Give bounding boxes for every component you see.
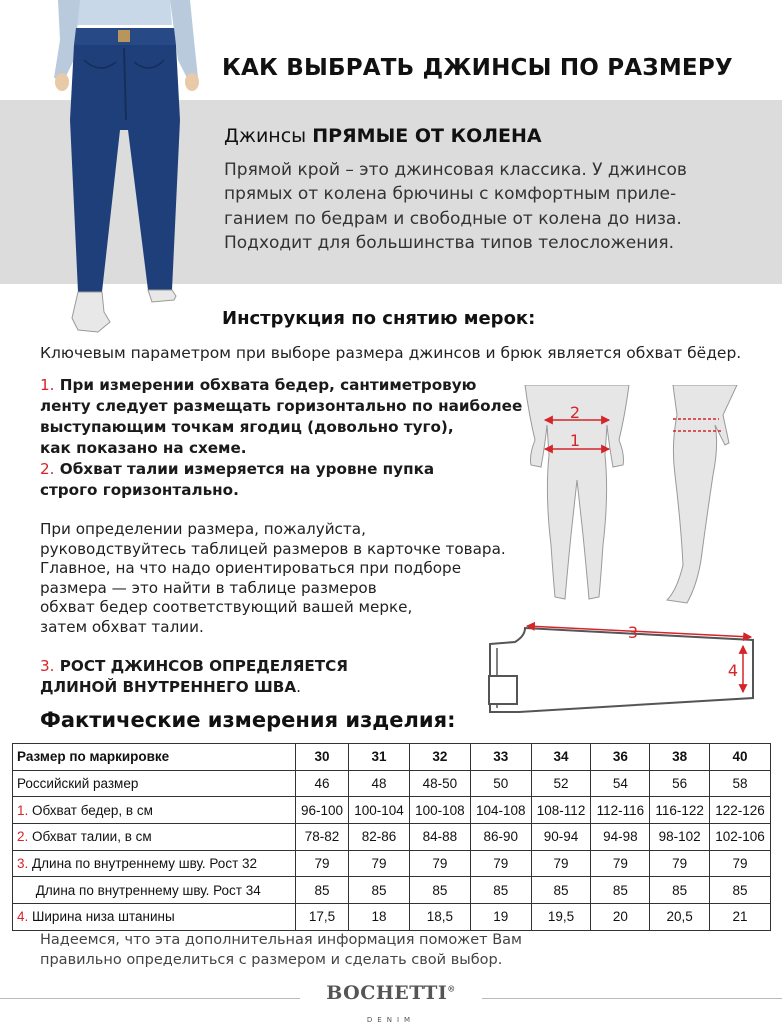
table-cell: 79	[470, 850, 531, 877]
step-2-number: 2.	[40, 460, 55, 478]
step-1-line: ленту следует размещать горизонтально по наиболее	[40, 397, 523, 415]
table-cell: 21	[710, 904, 771, 931]
jeans-length-diagram	[485, 620, 765, 715]
table-row	[13, 877, 771, 904]
step-3-line: ДЛИНОЙ ВНУТРЕННЕГО ШВА.	[40, 678, 301, 696]
size-advice	[40, 520, 520, 638]
table-row	[13, 850, 771, 877]
measure-label-2: 2	[569, 403, 581, 422]
table-row	[13, 824, 771, 851]
table-cell: 85	[650, 877, 710, 904]
table-cell: 19,5	[531, 904, 591, 931]
table-header-row	[13, 744, 771, 771]
advice-line: руководствуйтесь таблицей размеров в карточке товара.	[40, 539, 506, 558]
table-cell: 90-94	[531, 824, 591, 851]
page-title: КАК ВЫБРАТЬ ДЖИНСЫ ПО РАЗМЕРУ	[222, 55, 733, 81]
footer-note	[40, 930, 522, 970]
row-label: 3. Длина по внутреннему шву. Рост 32	[13, 850, 296, 877]
table-cell: 79	[349, 850, 410, 877]
table-cell: 104-108	[470, 797, 531, 824]
row-label: Российский размер	[13, 770, 296, 797]
row-label: Длина по внутреннему шву. Рост 34	[13, 877, 296, 904]
table-cell: 100-108	[409, 797, 470, 824]
table-header-label: Размер по маркировке	[13, 744, 296, 771]
table-cell: 94-98	[591, 824, 650, 851]
table-cell: 116-122	[650, 797, 710, 824]
table-cell: 85	[409, 877, 470, 904]
brand-subtitle: DENIM	[366, 1016, 416, 1024]
subtitle-fit-name: ПРЯМЫЕ ОТ КОЛЕНА	[312, 125, 542, 147]
fit-subtitle	[224, 125, 542, 147]
size-table	[12, 743, 771, 931]
table-cell: 82-86	[349, 824, 410, 851]
table-cell: 85	[349, 877, 410, 904]
table-cell: 102-106	[710, 824, 771, 851]
size-header: 36	[591, 744, 650, 771]
table-cell: 85	[591, 877, 650, 904]
table-cell: 86-90	[470, 824, 531, 851]
step-1-line: 1. При измерении обхвата бедер, сантиметровую	[40, 376, 477, 394]
table-cell: 122-126	[710, 797, 771, 824]
table-cell: 20	[591, 904, 650, 931]
table-cell: 79	[710, 850, 771, 877]
step-2-line: 2. Обхват талии измеряется на уровне пупка	[40, 460, 435, 478]
table-row	[13, 797, 771, 824]
measurements-title: Фактические измерения изделия:	[40, 708, 456, 732]
size-header: 34	[531, 744, 591, 771]
table-cell: 17,5	[296, 904, 349, 931]
table-cell: 100-104	[349, 797, 410, 824]
size-header: 32	[409, 744, 470, 771]
intro-line: Прямой крой – это джинсовая классика. У джинсов	[224, 160, 687, 180]
table-cell: 78-82	[296, 824, 349, 851]
step-1-line: выступающим точкам ягодиц (довольно туго),	[40, 418, 454, 436]
table-cell: 79	[591, 850, 650, 877]
advice-line: При определении размера, пожалуйста,	[40, 520, 366, 538]
step-1-line: как показано на схеме.	[40, 439, 247, 457]
table-cell: 112-116	[591, 797, 650, 824]
table-cell: 18,5	[409, 904, 470, 931]
advice-line: размера — это найти в таблице размеров	[40, 578, 377, 597]
table-cell: 46	[296, 770, 349, 797]
measure-label-3: 3	[627, 623, 639, 642]
row-label: 4. Ширина низа штанины	[13, 904, 296, 931]
measurement-steps	[40, 375, 523, 501]
advice-line: затем обхват талии.	[40, 617, 204, 636]
footer-note-line: Надеемся, что эта дополнительная информация поможет Вам	[40, 932, 522, 948]
row-label: 2. Обхват талии, в см	[13, 824, 296, 851]
table-cell: 50	[470, 770, 531, 797]
table-cell: 18	[349, 904, 410, 931]
row-label: 1. Обхват бедер, в см	[13, 797, 296, 824]
man-in-jeans-illustration	[40, 0, 210, 340]
intro-line: прямых от колена брючины с комфортным приле-	[224, 184, 677, 205]
table-cell: 96-100	[296, 797, 349, 824]
table-cell: 79	[531, 850, 591, 877]
key-parameter-text: Ключевым параметром при выборе размера джинсов и брюк является обхват бёдер.	[40, 344, 742, 362]
table-cell: 79	[650, 850, 710, 877]
step-2-line: строго горизонтально.	[40, 481, 239, 499]
advice-line: обхват бедер соответствующий вашей мерке,	[40, 598, 413, 617]
advice-line: Главное, на что надо ориентироваться при подборе	[40, 559, 462, 578]
size-header: 30	[296, 744, 349, 771]
table-cell: 54	[591, 770, 650, 797]
table-row	[13, 770, 771, 797]
table-cell: 85	[296, 877, 349, 904]
footer-note-line: правильно определиться с размером и сделать свой выбор.	[40, 952, 503, 968]
table-cell: 84-88	[409, 824, 470, 851]
step-3-line: 3. РОСТ ДЖИНСОВ ОПРЕДЕЛЯЕТСЯ	[40, 657, 349, 675]
intro-line: Подходит для большинства типов телосложения.	[224, 232, 675, 253]
table-cell: 19	[470, 904, 531, 931]
instructions-title: Инструкция по снятию мерок:	[222, 308, 536, 329]
table-cell: 48-50	[409, 770, 470, 797]
subtitle-prefix: Джинсы	[224, 125, 313, 147]
brand-logo: BOCHETTI®	[326, 982, 456, 1004]
table-cell: 52	[531, 770, 591, 797]
table-cell: 79	[296, 850, 349, 877]
table-cell: 58	[710, 770, 771, 797]
size-header: 31	[349, 744, 410, 771]
table-cell: 56	[650, 770, 710, 797]
table-cell: 48	[349, 770, 410, 797]
step-3-number: 3.	[40, 657, 55, 675]
size-header: 38	[650, 744, 710, 771]
body-measurement-diagram	[515, 385, 755, 615]
table-cell: 79	[409, 850, 470, 877]
fit-description	[224, 158, 714, 255]
table-cell: 85	[470, 877, 531, 904]
step-3	[40, 656, 348, 698]
measure-label-1: 1	[569, 431, 581, 450]
table-cell: 98-102	[650, 824, 710, 851]
size-header: 40	[710, 744, 771, 771]
table-cell: 20,5	[650, 904, 710, 931]
intro-line: ганием по бедрам и свободные от колена до низа.	[224, 208, 682, 229]
measure-label-4: 4	[727, 661, 739, 680]
step-1-number: 1.	[40, 376, 55, 394]
table-row	[13, 904, 771, 931]
table-cell: 108-112	[531, 797, 591, 824]
table-cell: 85	[710, 877, 771, 904]
table-cell: 85	[531, 877, 591, 904]
size-header: 33	[470, 744, 531, 771]
